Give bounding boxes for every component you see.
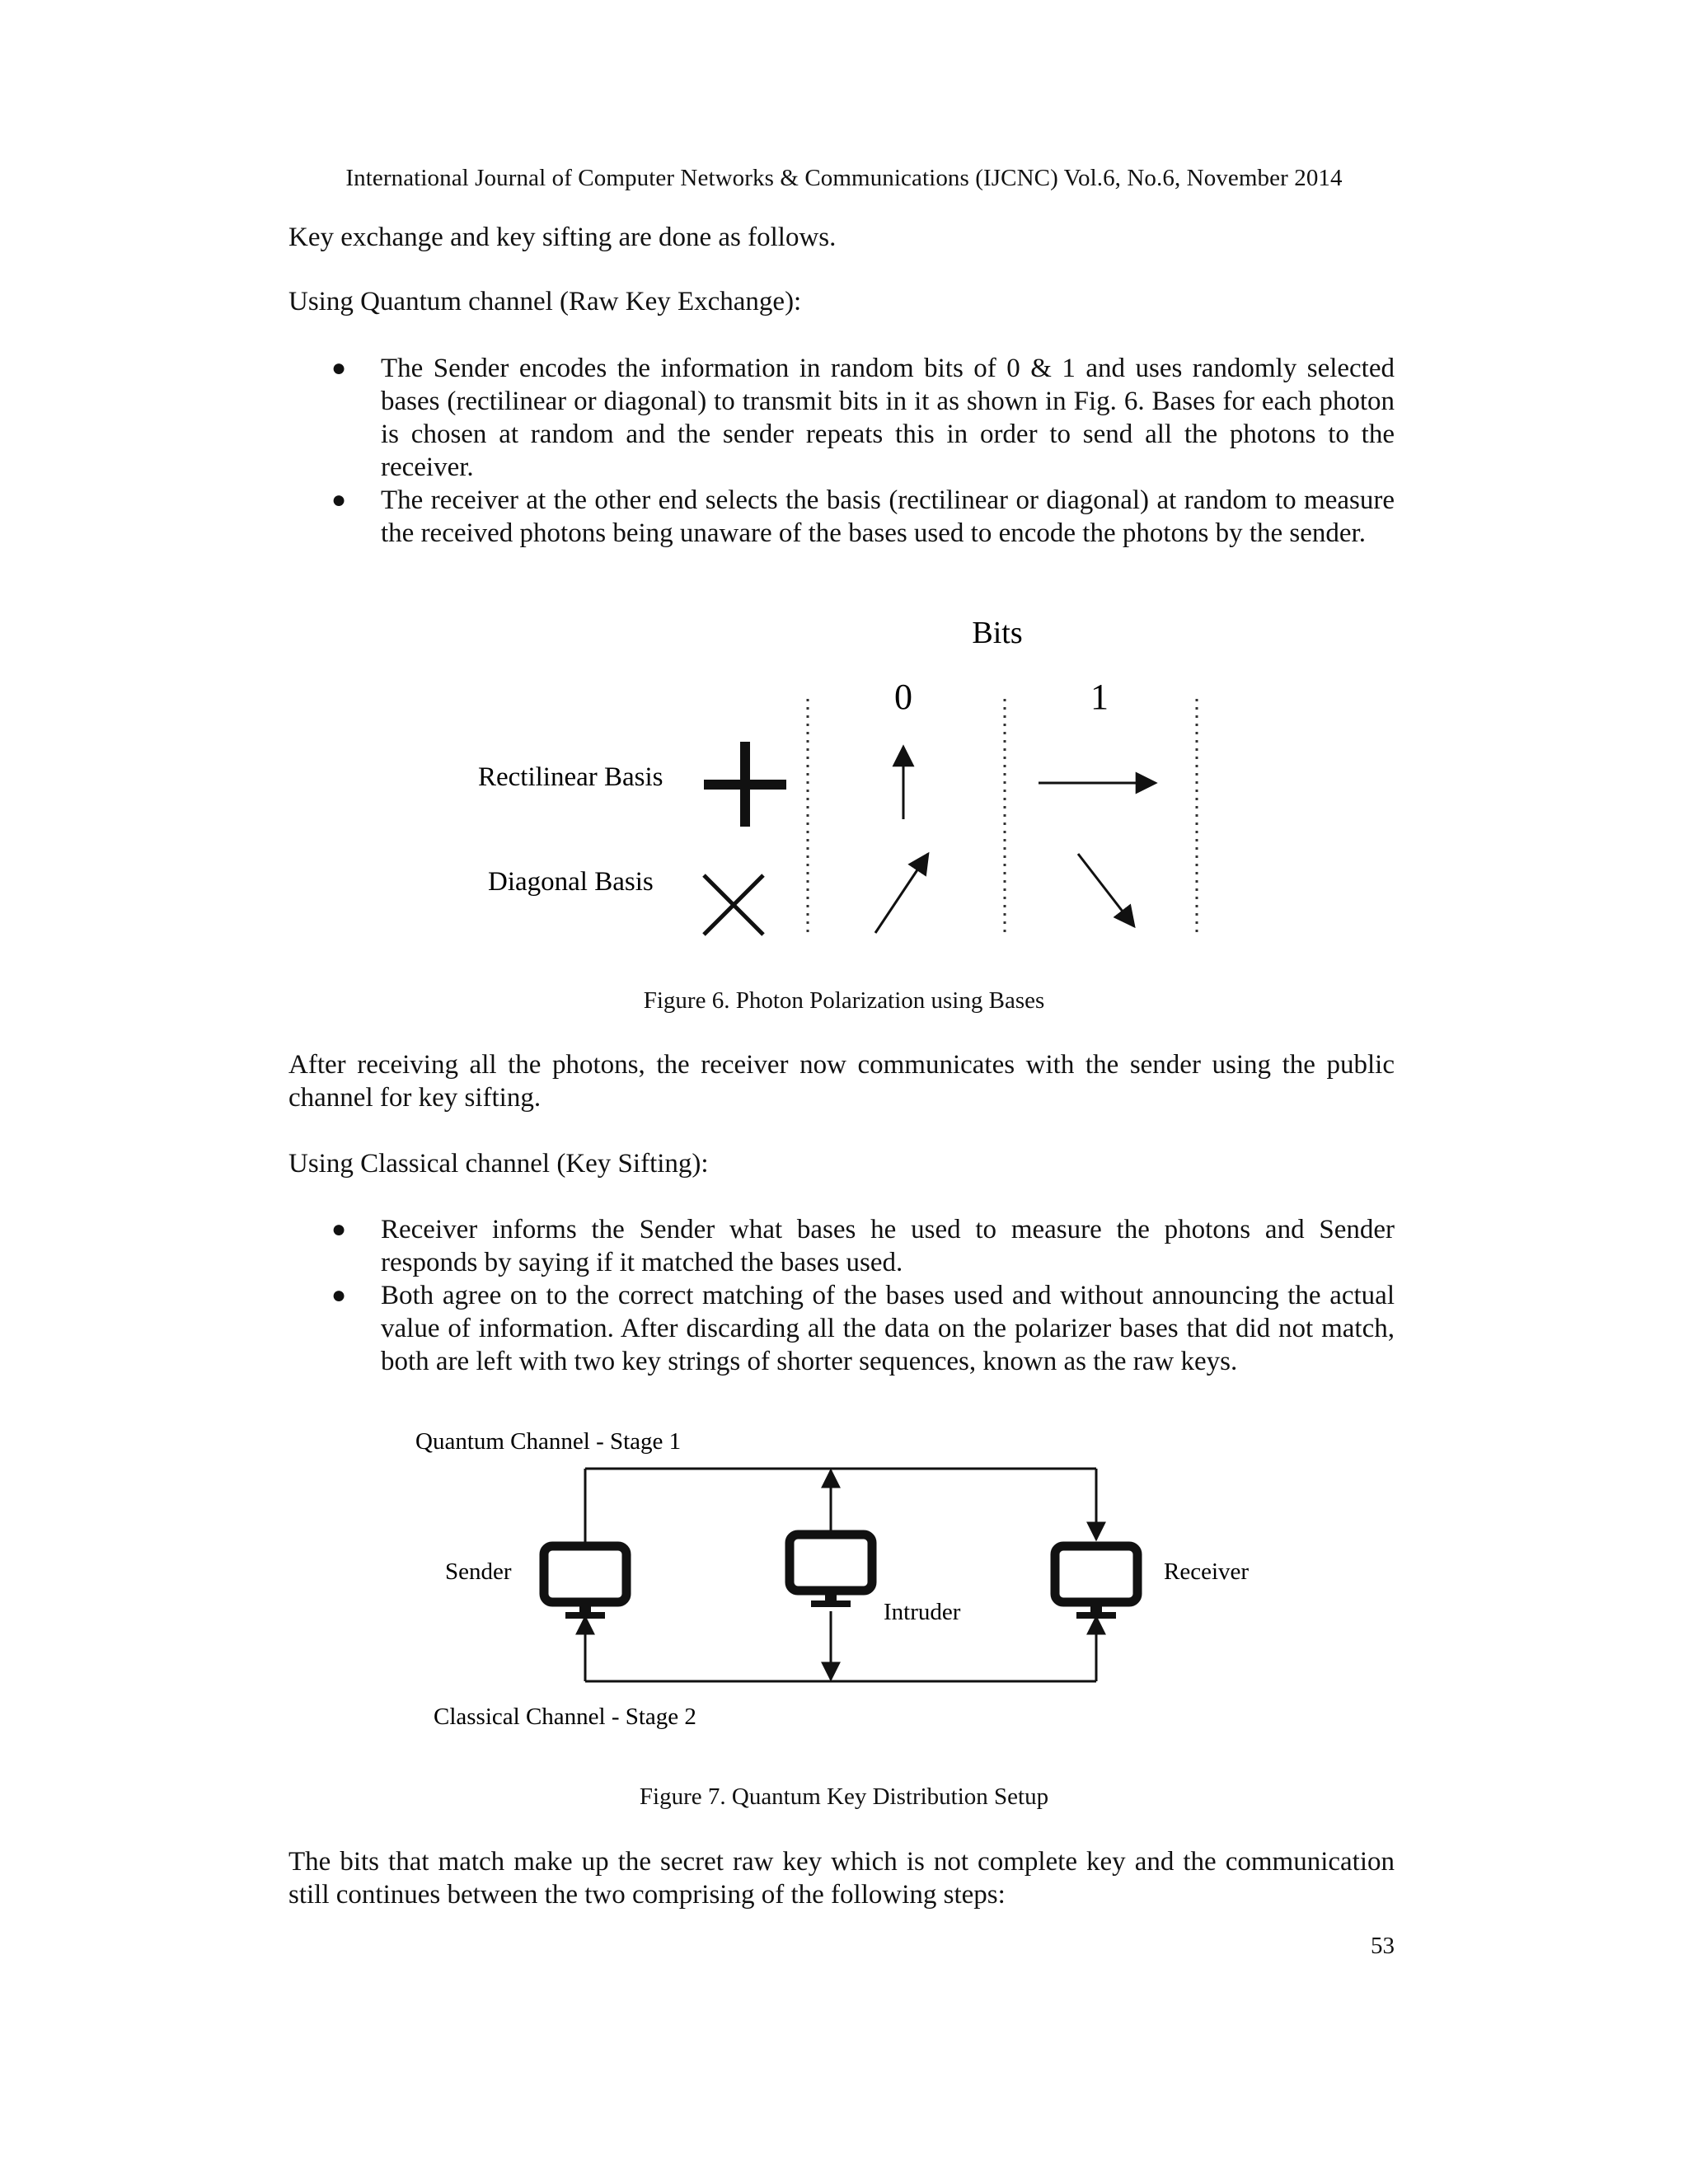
figure-7-qkd-setup (412, 1418, 1286, 1747)
diagonal-basis-label: Diagonal Basis (488, 867, 654, 897)
figure-6-caption: Figure 6. Photon Polarization using Bases (643, 987, 1045, 1014)
figure-7-caption: Figure 7. Quantum Key Distribution Setup (639, 1783, 1049, 1810)
rectilinear-basis-label: Rectilinear Basis (478, 762, 663, 792)
bullet-icon: ● (331, 354, 347, 382)
bit-one-label: 1 (1090, 677, 1109, 717)
receiver-monitor-icon (1055, 1546, 1137, 1619)
bit-zero-label: 0 (894, 677, 912, 717)
list-item (288, 1279, 1395, 1378)
figure-6-photon-polarization (462, 610, 1236, 956)
quantum-channel-heading: Using Quantum channel (Raw Key Exchange): (288, 287, 802, 316)
bullet-icon: ● (331, 1282, 347, 1309)
list-item (288, 352, 1395, 484)
list-item (288, 1213, 1395, 1279)
list-item-text: The Sender encodes the information in random bits of 0 & 1 and uses randomly selected bases (rectilinear or diagonal) to transmit bits in it as shown in Fig. 6. Bases for each photon is chosen at random and the sender repeats this in order to send all the photons to the receiver. (381, 354, 1395, 482)
after-figure-6-paragraph: After receiving all the photons, the receiver now communicates with the sender using the public channel for key sifting. (288, 1050, 1395, 1113)
cross-basis-icon (704, 875, 763, 935)
list-item-text: The receiver at the other end selects the basis (rectilinear or diagonal) at random to measure the received photons being unaware of the bases used to encode the photons by the sender. (381, 485, 1395, 548)
bullet-icon: ● (331, 1216, 347, 1243)
bits-label: Bits (972, 616, 1023, 650)
after-figure-7-paragraph: The bits that match make up the secret raw key which is not complete key and the communication still continues between the two comprising of the following steps: (288, 1847, 1395, 1910)
diagonal-up-arrow-icon (875, 854, 928, 933)
sender-monitor-icon (544, 1546, 626, 1619)
list-item-text: Both agree on to the correct matching of the bases used and without announcing the actual value of information. After discarding all the data on the polarizer bases that did not match, both are left with two key strings of shorter sequences, known as the raw keys. (381, 1281, 1395, 1376)
quantum-bullet-list (288, 352, 1395, 550)
intro-paragraph: Key exchange and key sifting are done as follows. (288, 223, 837, 252)
bullet-icon: ● (331, 486, 347, 513)
plus-basis-icon (704, 742, 786, 827)
running-header: International Journal of Computer Networks & Communications (IJCNC) Vol.6, No.6, November 2014 (345, 165, 1343, 191)
sender-label: Sender (445, 1558, 512, 1585)
classical-channel-label: Classical Channel - Stage 2 (434, 1704, 696, 1730)
classical-bullet-list (288, 1213, 1395, 1378)
intruder-monitor-icon (790, 1535, 872, 1607)
list-item (288, 484, 1395, 550)
classical-channel-heading: Using Classical channel (Key Sifting): (288, 1149, 709, 1179)
intruder-label: Intruder (884, 1599, 961, 1625)
list-item-text: Receiver informs the Sender what bases he used to measure the photons and Sender responds by saying if it matched the bases used. (381, 1215, 1395, 1277)
diagonal-down-arrow-icon (1078, 854, 1134, 926)
receiver-label: Receiver (1164, 1558, 1250, 1585)
quantum-channel-label: Quantum Channel - Stage 1 (415, 1428, 682, 1455)
page-number: 53 (1371, 1933, 1395, 1959)
